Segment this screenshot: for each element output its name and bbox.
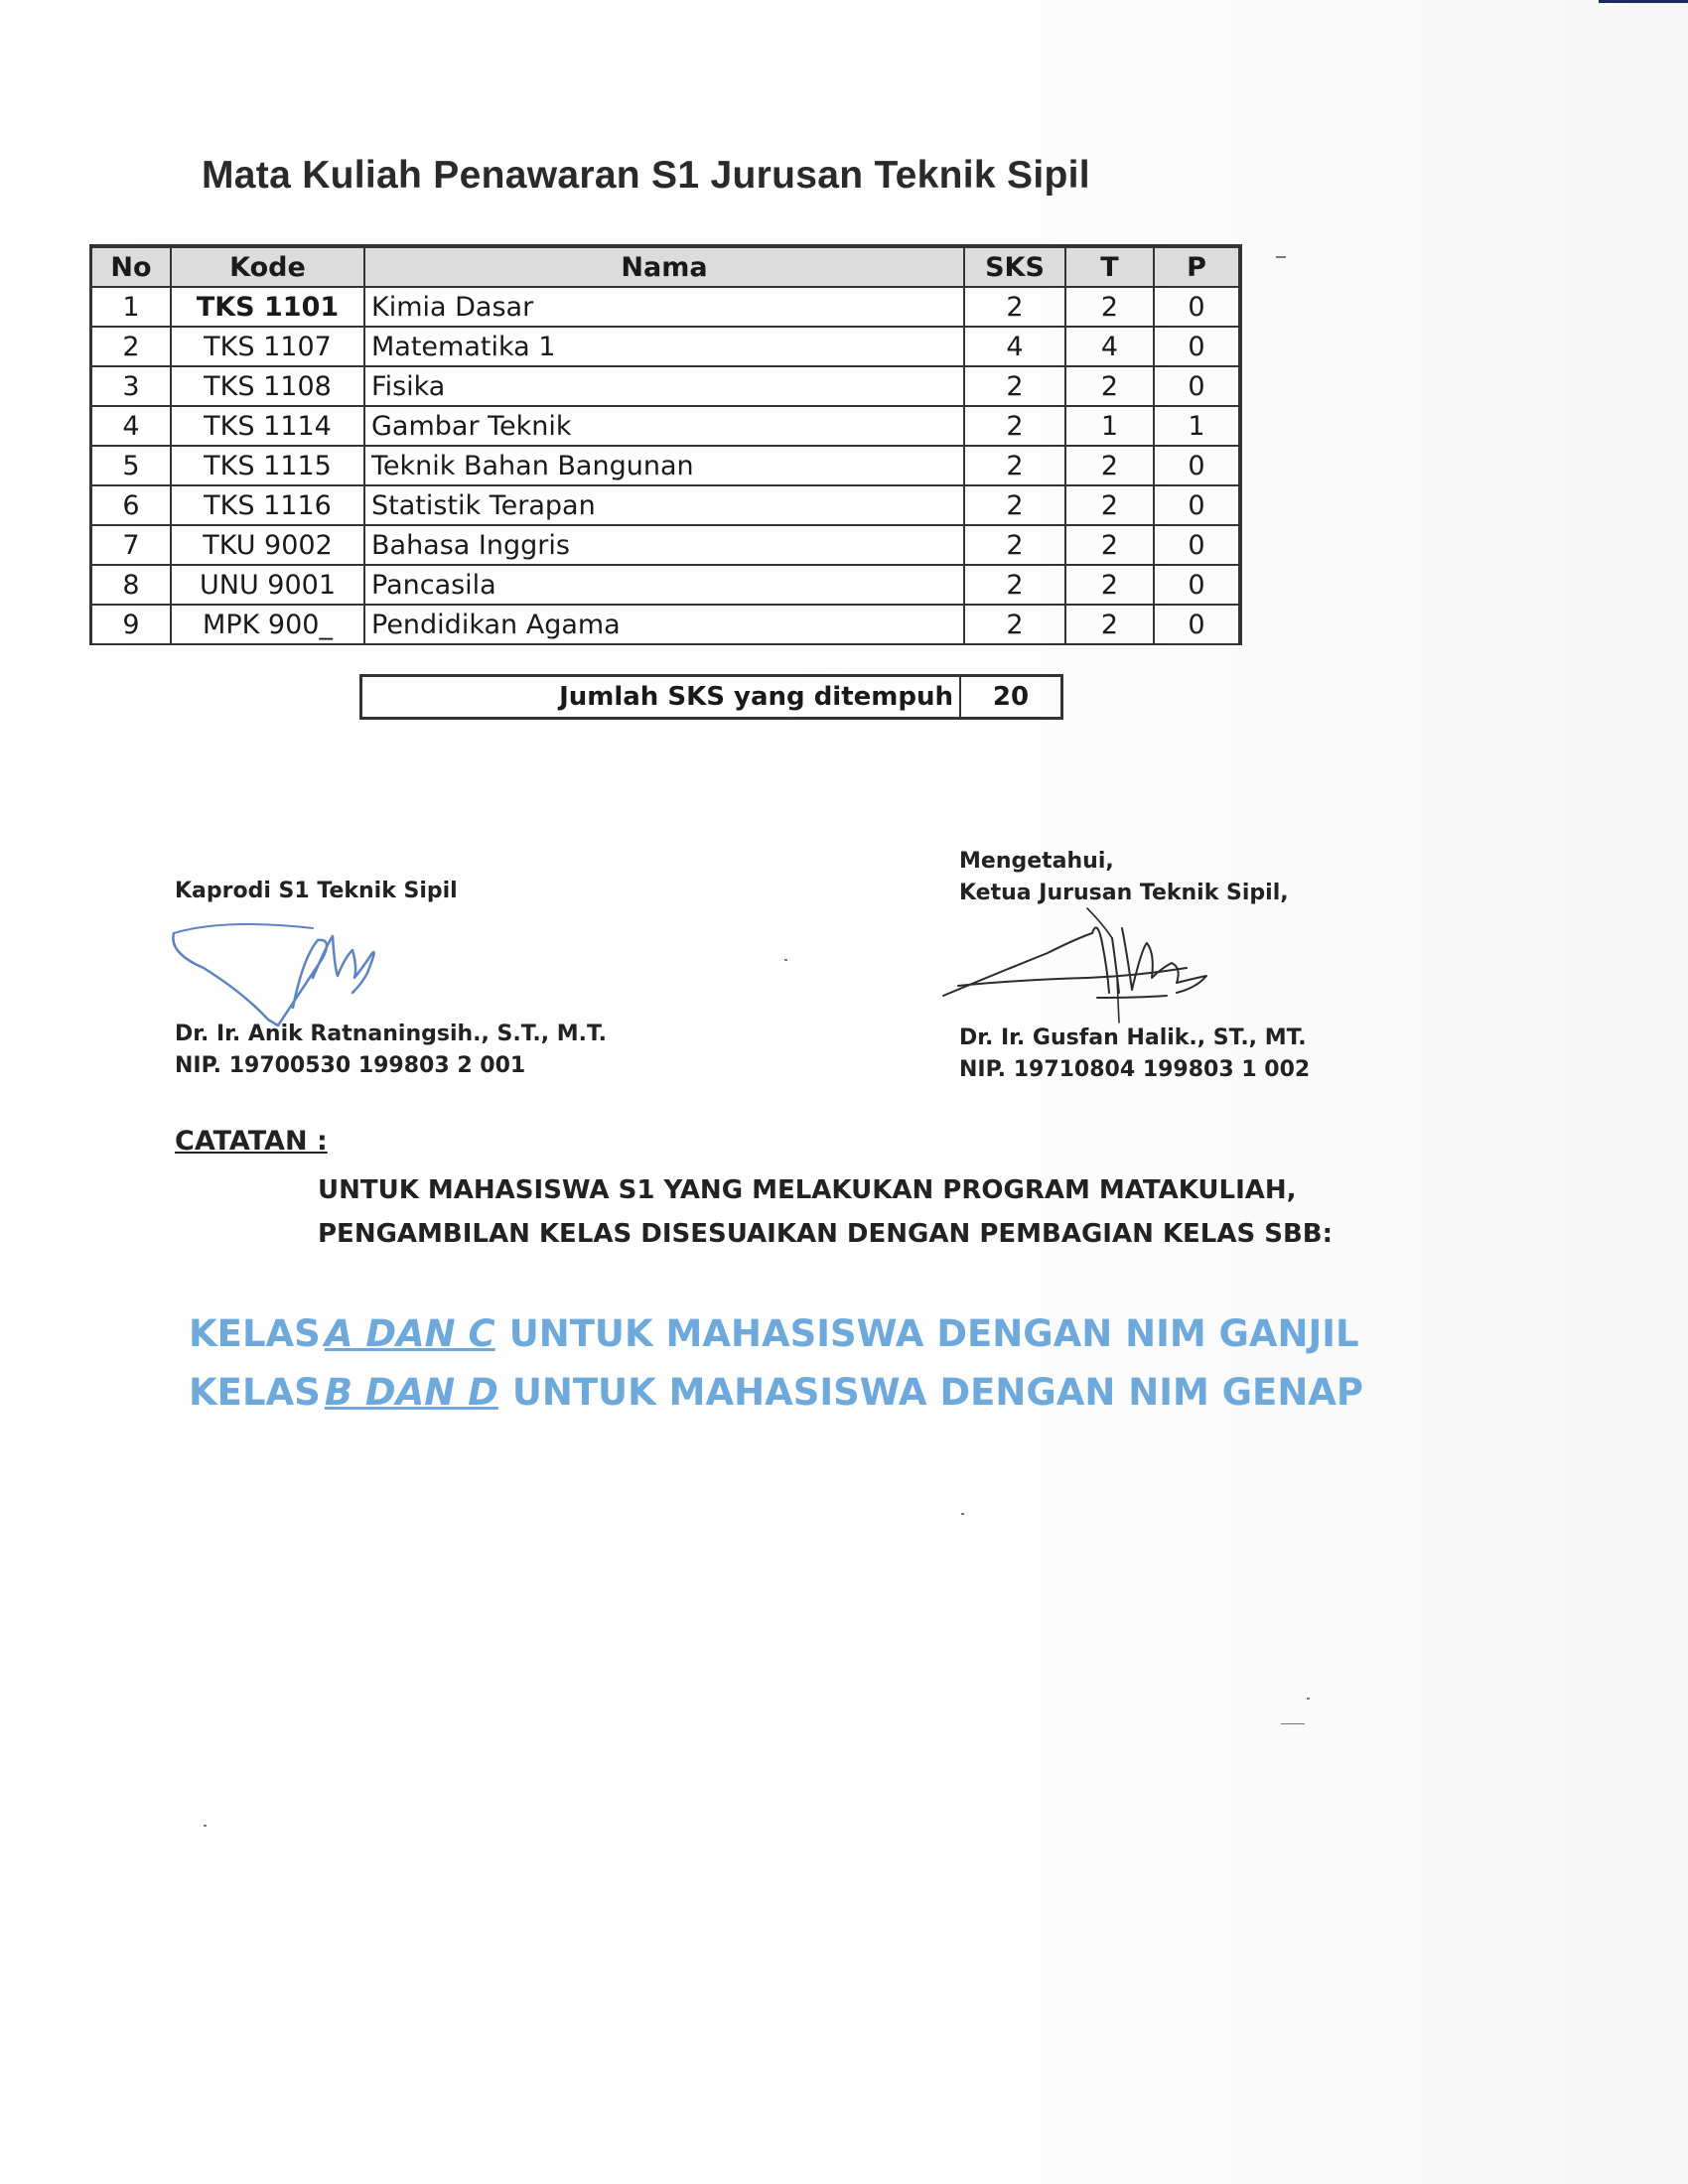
cell-no: 8 [91,565,172,605]
cell-kode: TKS 1116 [171,485,364,525]
course-table [89,244,1242,645]
total-sks-value: 20 [992,682,1030,712]
cell-sks: 2 [964,406,1065,446]
right-signatory-greeting: Mengetahui, [959,849,1114,874]
table-row [91,565,1241,605]
left-signatory-title: Kaprodi S1 Teknik Sipil [175,879,458,903]
cell-kode: TKS 1108 [171,366,364,406]
cell-p: 0 [1154,446,1240,485]
cell-no: 2 [91,327,172,366]
table-row [91,525,1241,565]
kelas-line-odd [189,1312,1359,1355]
total-sks-box [359,674,1063,720]
cell-t: 2 [1065,485,1154,525]
cell-t: 4 [1065,327,1154,366]
kelas-prefix: KELAS [189,1371,321,1414]
cell-nama: Matematika 1 [364,327,964,366]
cell-kode: TKS 1114 [171,406,364,446]
table-header-row [91,246,1241,287]
scan-speck [784,959,787,961]
table-row [91,605,1241,644]
left-signatory-name: Dr. Ir. Anik Ratnaningsih., S.T., M.T. [175,1022,608,1046]
cell-nama: Teknik Bahan Bangunan [364,446,964,485]
header-kode: Kode [171,246,364,287]
cell-p: 0 [1154,366,1240,406]
cell-sks: 2 [964,287,1065,327]
right-signatory-name: Dr. Ir. Gusfan Halik., ST., MT. [959,1025,1307,1050]
cell-p: 1 [1154,406,1240,446]
cell-no: 6 [91,485,172,525]
cell-t: 2 [1065,565,1154,605]
cell-nama: Bahasa Inggris [364,525,964,565]
cell-t: 2 [1065,287,1154,327]
cell-sks: 2 [964,366,1065,406]
cell-p: 0 [1154,525,1240,565]
cell-sks: 2 [964,446,1065,485]
cell-p: 0 [1154,605,1240,644]
header-sks: SKS [964,246,1065,287]
note-title: CATATAN : [175,1126,328,1157]
header-no: No [91,246,172,287]
cell-nama: Statistik Terapan [364,485,964,525]
cell-no: 7 [91,525,172,565]
table-row [91,485,1241,525]
header-t: T [1065,246,1154,287]
note-line-1: UNTUK MAHASISWA S1 YANG MELAKUKAN PROGRAM MATAKULIAH, [318,1175,1297,1205]
table-row [91,327,1241,366]
right-signatory-details [959,1023,1310,1086]
cell-kode: TKU 9002 [171,525,364,565]
cell-nama: Gambar Teknik [364,406,964,446]
cell-p: 0 [1154,327,1240,366]
kelas-groups: B DAN D [324,1371,498,1414]
cell-p: 0 [1154,565,1240,605]
cell-no: 3 [91,366,172,406]
note-text [318,1168,1333,1256]
cell-kode: UNU 9001 [171,565,364,605]
cell-kode: TKS 1115 [171,446,364,485]
cell-no: 4 [91,406,172,446]
cell-p: 0 [1154,287,1240,327]
cell-sks: 2 [964,525,1065,565]
right-signatory-title: Ketua Jurusan Teknik Sipil, [959,881,1289,905]
scan-speck [204,1825,207,1827]
scan-speck [1307,1698,1310,1700]
cell-p: 0 [1154,485,1240,525]
cell-t: 1 [1065,406,1154,446]
kelas-groups: A DAN C [324,1312,495,1355]
page-title: Mata Kuliah Penawaran S1 Jurusan Teknik Sipil [202,154,1090,197]
table-row [91,446,1241,485]
scan-edge-mark [1599,0,1688,3]
left-signature-icon [164,898,422,1027]
cell-kode: MPK 900_ [171,605,364,644]
left-signatory-nip: NIP. 19700530 199803 2 001 [175,1053,526,1078]
table-row [91,366,1241,406]
cell-t: 2 [1065,446,1154,485]
kelas-description: UNTUK MAHASISWA DENGAN NIM GANJIL [508,1312,1359,1355]
kelas-line-even [189,1371,1363,1414]
cell-sks: 2 [964,485,1065,525]
cell-nama: Kimia Dasar [364,287,964,327]
cell-sks: 4 [964,327,1065,366]
cell-t: 2 [1065,366,1154,406]
table-row [91,406,1241,446]
scan-speck [1281,1723,1305,1724]
cell-nama: Fisika [364,366,964,406]
cell-no: 9 [91,605,172,644]
cell-sks: 2 [964,605,1065,644]
cell-kode: TKS 1101 [171,287,364,327]
kelas-description: UNTUK MAHASISWA DENGAN NIM GENAP [511,1371,1364,1414]
right-signatory-nip: NIP. 19710804 199803 1 002 [959,1057,1311,1082]
cell-nama: Pendidikan Agama [364,605,964,644]
cell-no: 1 [91,287,172,327]
header-p: P [1154,246,1240,287]
cell-nama: Pancasila [364,565,964,605]
kelas-prefix: KELAS [189,1312,321,1355]
table-row [91,287,1241,327]
total-sks-label: Jumlah SKS yang ditempuh [362,677,961,717]
cell-no: 5 [91,446,172,485]
cell-t: 2 [1065,605,1154,644]
left-signatory-details [175,1019,607,1082]
cell-t: 2 [1065,525,1154,565]
scan-speck [961,1513,964,1515]
scan-speck [1276,256,1286,258]
cell-kode: TKS 1107 [171,327,364,366]
header-nama: Nama [364,246,964,287]
note-line-2: PENGAMBILAN KELAS DISESUAIKAN DENGAN PEMBAGIAN KELAS SBB: [318,1219,1334,1249]
cell-sks: 2 [964,565,1065,605]
right-signature-icon [938,898,1226,1027]
